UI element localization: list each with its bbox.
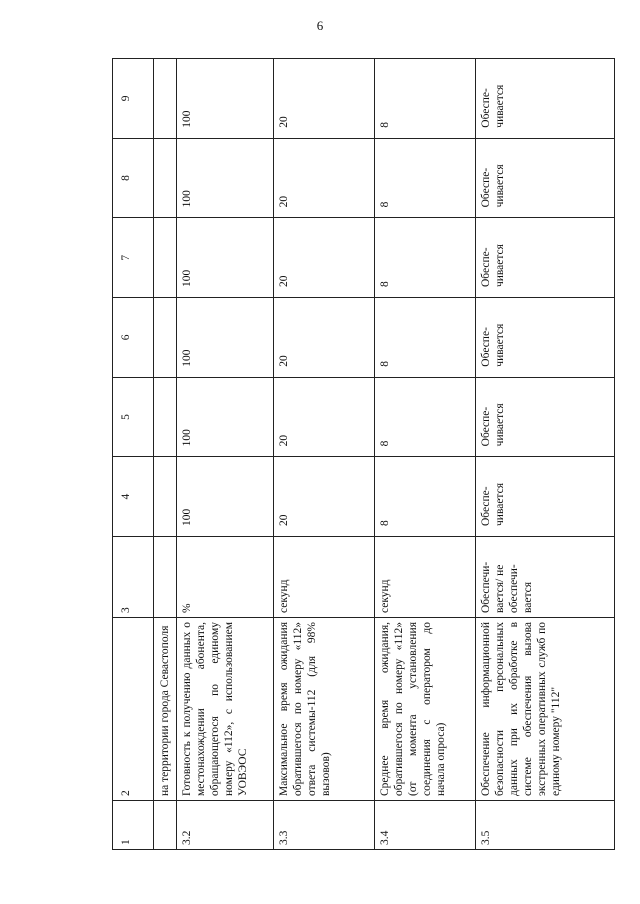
value-cell: 8 — [375, 138, 476, 218]
table-row — [375, 59, 476, 850]
value-cell: 8 — [375, 218, 476, 298]
section-empty-cell — [154, 537, 177, 618]
row-number: 3.2 — [177, 801, 274, 850]
table-row — [274, 59, 375, 850]
value-cell: Обеспе-чивается — [476, 457, 615, 537]
unit-cell: % — [177, 537, 274, 618]
header-col-2: 2 — [113, 618, 154, 801]
table-header-row — [113, 59, 154, 850]
section-row — [154, 59, 177, 850]
page-number: 6 — [316, 18, 324, 33]
header-col-8: 8 — [113, 138, 154, 218]
section-empty-cell — [154, 298, 177, 378]
row-number: 3.3 — [274, 801, 375, 850]
value-cell: 100 — [177, 138, 274, 218]
value-cell: 100 — [177, 218, 274, 298]
value-cell: 8 — [375, 457, 476, 537]
header-col-1: 1 — [113, 801, 154, 850]
indicators-table — [112, 58, 615, 850]
header-col-5: 5 — [113, 377, 154, 457]
indicator-name: Среднее время ожидания, обратившегося по номеру «112» (от момента установления соединения с оператором до начала опроса) — [375, 618, 476, 801]
row-number: 3.4 — [375, 801, 476, 850]
section-title: на территории города Севастополя — [154, 618, 177, 801]
value-cell: 100 — [177, 298, 274, 378]
value-cell: 100 — [177, 377, 274, 457]
unit-cell: секунд — [274, 537, 375, 618]
header-col-9: 9 — [113, 59, 154, 139]
value-cell: Обеспе-чивается — [476, 377, 615, 457]
value-cell: 100 — [177, 457, 274, 537]
value-cell: Обеспе-чивается — [476, 138, 615, 218]
value-cell: 20 — [274, 457, 375, 537]
value-cell: 20 — [274, 218, 375, 298]
indicator-name: Максимальное время ожидания обратившегося по номеру «112» ответа системы-112 (для 98% вызовов) — [274, 618, 375, 801]
value-cell: 100 — [177, 59, 274, 139]
section-empty-cell — [154, 138, 177, 218]
value-cell: 20 — [274, 59, 375, 139]
header-col-3: 3 — [113, 537, 154, 618]
value-cell: Обеспе-чивается — [476, 59, 615, 139]
unit-cell: секунд — [375, 537, 476, 618]
value-cell: 8 — [375, 377, 476, 457]
section-empty-cell — [154, 218, 177, 298]
table-row — [476, 59, 615, 850]
value-cell: 8 — [375, 59, 476, 139]
value-cell: 8 — [375, 298, 476, 378]
value-cell: Обеспе-чивается — [476, 218, 615, 298]
section-empty-cell — [154, 377, 177, 457]
table-row — [177, 59, 274, 850]
value-cell: Обеспе-чивается — [476, 298, 615, 378]
indicator-name: Готовность к получению данных о местонахождении абонента, обращающегося по единому номеру «112», с использованием УОВЭОС — [177, 618, 274, 801]
rotated-table-container — [112, 58, 608, 850]
section-num-cell — [154, 801, 177, 850]
value-cell: 20 — [274, 377, 375, 457]
section-empty-cell — [154, 457, 177, 537]
section-empty-cell — [154, 59, 177, 139]
value-cell: 20 — [274, 138, 375, 218]
indicator-name: Обеспечение информационной безопасности персональных данных при их обработке в системе обеспечения вызова экстренных оперативных служб по единому номеру "112" — [476, 618, 615, 801]
unit-cell: Обеспечи-вается/ не обеспечи-вается — [476, 537, 615, 618]
row-number: 3.5 — [476, 801, 615, 850]
header-col-6: 6 — [113, 298, 154, 378]
header-col-4: 4 — [113, 457, 154, 537]
header-col-7: 7 — [113, 218, 154, 298]
value-cell: 20 — [274, 298, 375, 378]
